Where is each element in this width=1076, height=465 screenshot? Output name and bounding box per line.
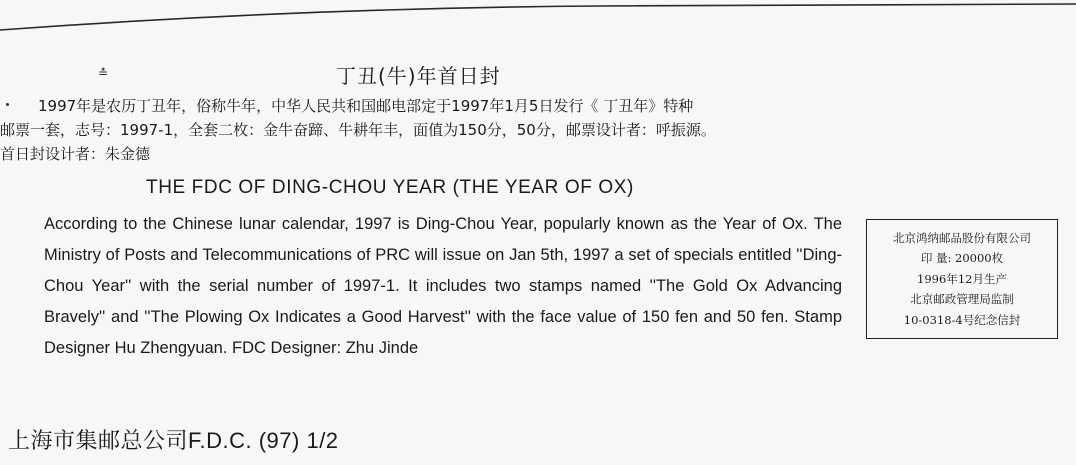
info-serial-number: 10-0318-4号纪念信封 [903,312,1021,327]
envelope-edge-curve [0,0,1076,40]
chinese-description [0,94,858,166]
english-description-text: According to the Chinese lunar calendar, 1997 is Ding-Chou Year, popularly known as the Year of Ox. The Ministry of Posts and Telecommunications of PRC will issue on Jan 5th, 1997 a set of specials entitled ''Ding-Chou Year'' with the serial number of 1997-1. It includes two stamps named ''The Gold Ox Advancing Bravely'' and ''The Plowing Ox Indicates a Good Harvest'' with the face value of 150 fen and 50 fen. Stamp Designer Hu Zhengyuan. FDC Designer: Zhu Jinde [44,215,842,357]
info-print-quantity: 印 量: 20000枚 [920,251,1004,266]
margin-dot [6,103,9,106]
decorative-mark: ≛ [98,66,109,80]
chinese-title: 丁丑(牛)年首日封 [336,64,501,88]
english-description [8,209,842,364]
chinese-description-line-1: 1997年是农历丁丑年，俗称牛年，中华人民共和国邮电部定于1997年1月5日发行《 丁丑年》特种 [38,97,694,115]
info-publisher: 北京鸿纳邮品股份有限公司 [893,231,1031,245]
info-production-date: 1996年12月生产 [917,271,1007,286]
publisher-info-box [866,219,1058,339]
english-title: THE FDC OF DING-CHOU YEAR (THE YEAR OF OX) [146,177,634,198]
chinese-description-line-3: 首日封设计者：朱金德 [0,145,151,163]
chinese-description-line-2: 邮票一套，志号：1997-1，全套二枚：金牛奋蹄、牛耕年丰，面值为150分，50分，邮票设计者：呼振源。 [0,121,716,139]
info-supervisor: 北京邮政管理局监制 [910,292,1014,307]
footer-issuer: 上海市集邮总公司F.D.C. (97) 1/2 [8,428,339,453]
